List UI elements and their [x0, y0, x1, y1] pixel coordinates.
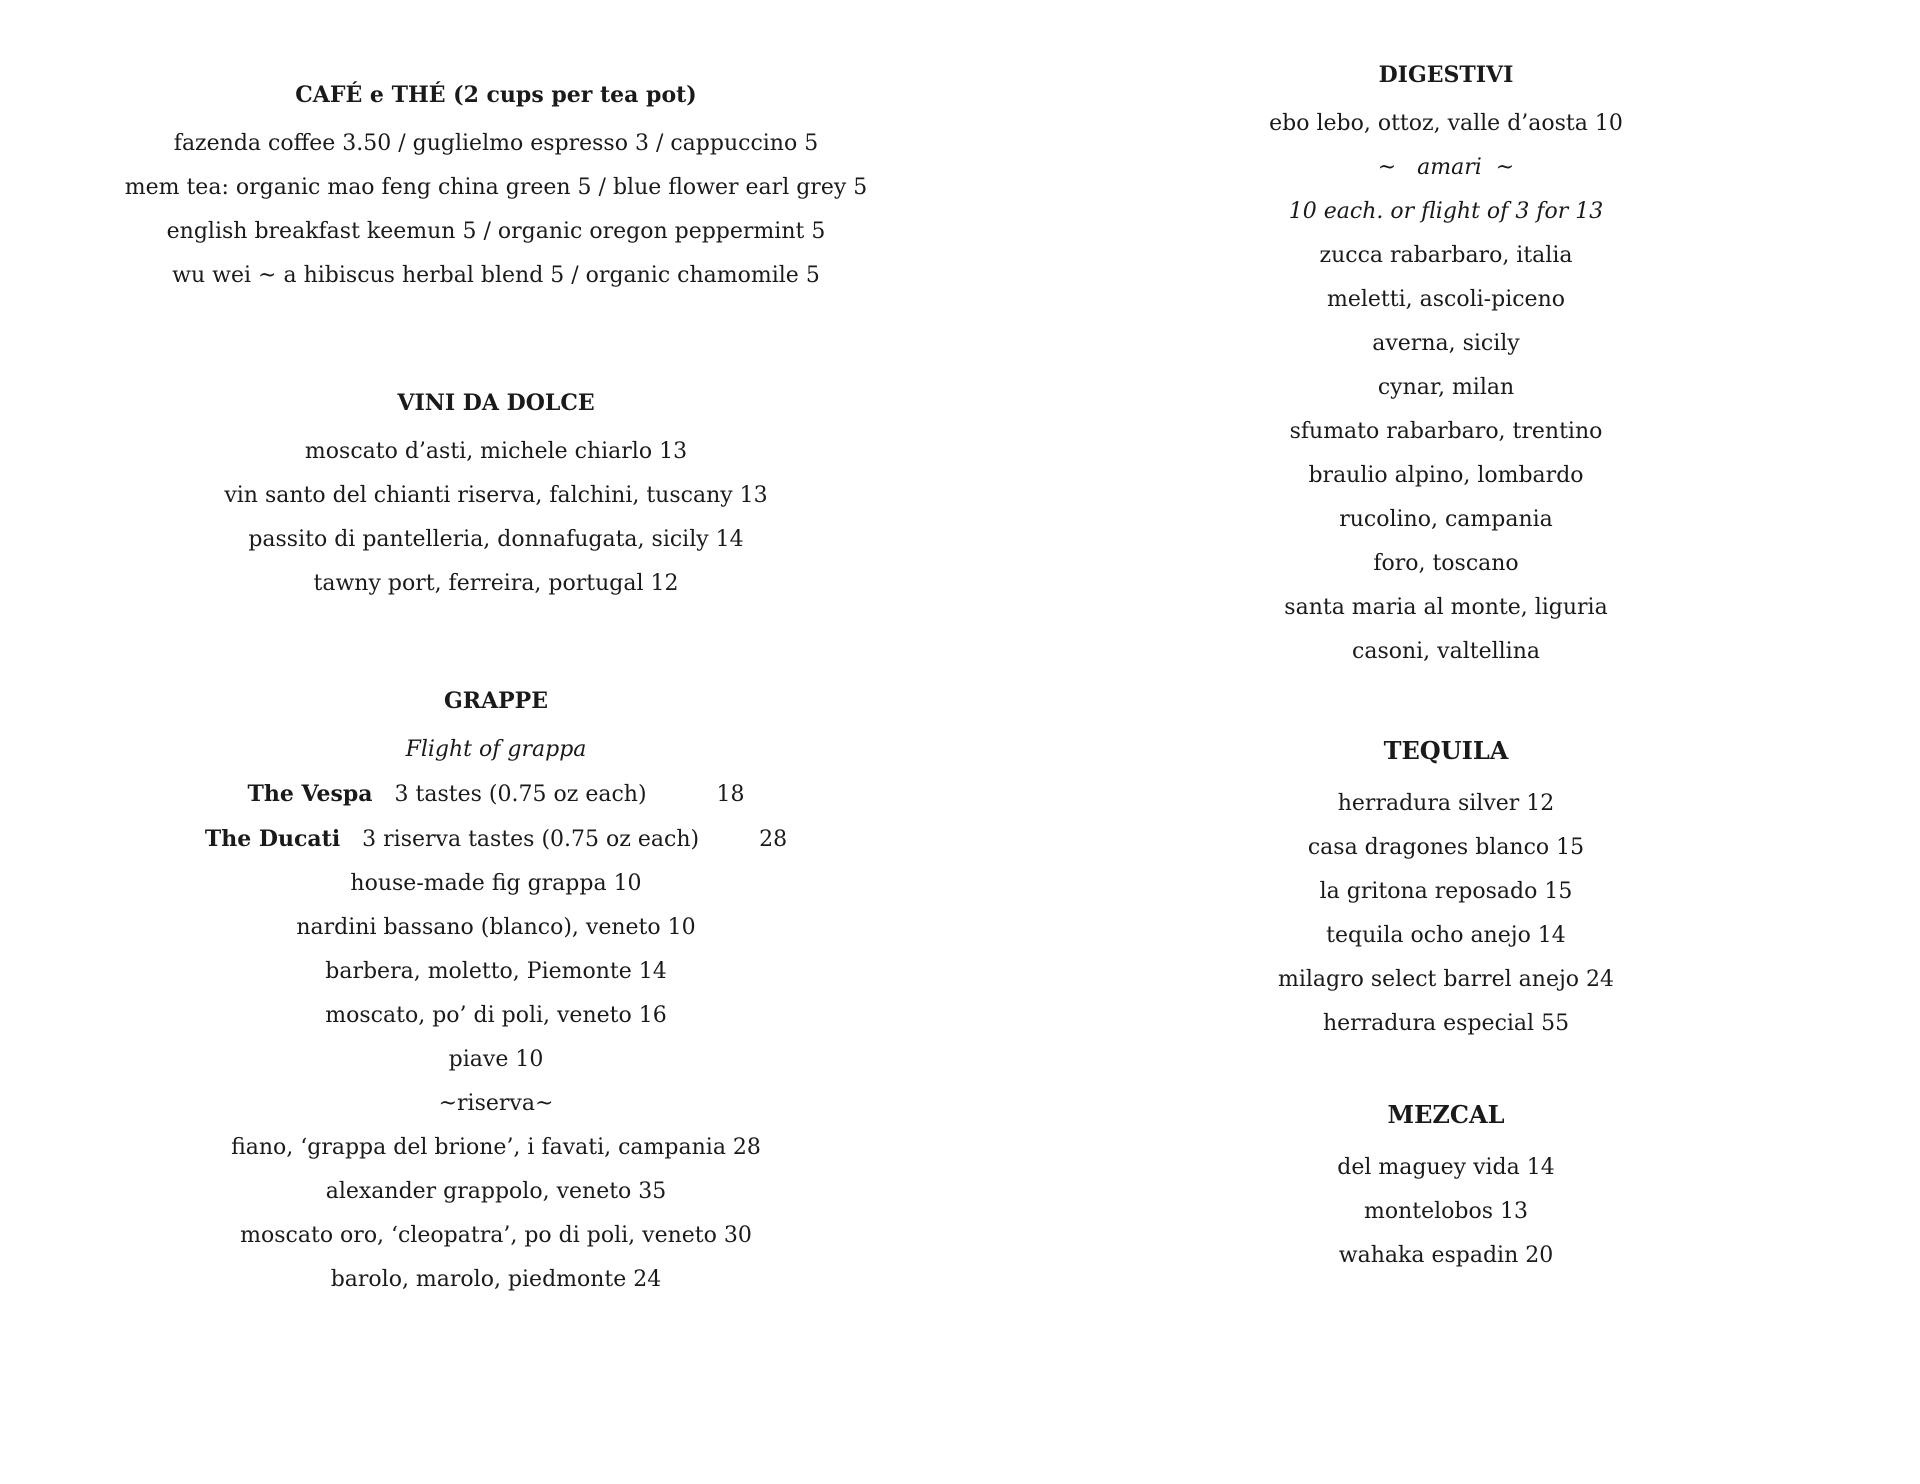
flight-desc: 3 riserva tastes (0.75 oz each)	[362, 827, 700, 852]
flight-row-ducati	[96, 817, 896, 862]
grappe-line: nardini bassano (blanco), veneto 10	[296, 915, 696, 940]
cafe-heading: CAFÉ e THÉ (2 cups per tea pot)	[295, 82, 697, 108]
amari-label: ~ amari ~	[1377, 155, 1515, 180]
vini-heading: VINI DA DOLCE	[397, 390, 595, 416]
vini-section	[96, 386, 896, 606]
tequila-section	[1236, 734, 1656, 1046]
grappe-line: barbera, moletto, Piemonte 14	[325, 959, 667, 984]
grappe-subtitle: Flight of grappa	[405, 737, 587, 762]
digestivi-line: meletti, ascoli-piceno	[1327, 287, 1565, 312]
grappe-line: alexander grappolo, veneto 35	[325, 1179, 667, 1204]
right-column	[1236, 58, 1656, 1278]
grappe-line: fiano, ‘grappa del brione’, i favati, campania 28	[231, 1135, 761, 1160]
tequila-line: tequila ocho anejo 14	[1326, 923, 1566, 948]
vini-line: vin santo del chianti riserva, falchini, tuscany 13	[224, 483, 768, 508]
tequila-line: milagro select barrel anejo 24	[1277, 967, 1615, 992]
flight-name: The Vespa	[247, 781, 373, 807]
flight-row-vespa	[96, 772, 896, 817]
grappe-line: moscato oro, ‘cleopatra’, po di poli, veneto 30	[240, 1223, 752, 1248]
mezcal-line: del maguey vida 14	[1337, 1155, 1555, 1180]
amari-note: 10 each. or flight of 3 for 13	[1288, 199, 1604, 224]
digestivi-line: cynar, milan	[1377, 375, 1515, 400]
tequila-heading: TEQUILA	[1383, 736, 1509, 765]
digestivi-line: rucolino, campania	[1339, 507, 1553, 532]
cafe-line: english breakfast keemun 5 / organic oregon peppermint 5	[166, 219, 826, 244]
tequila-line: herradura especial 55	[1322, 1011, 1570, 1036]
flight-name: The Ducati	[204, 826, 341, 852]
mezcal-heading: MEZCAL	[1387, 1100, 1505, 1129]
cafe-line: fazenda coffee 3.50 / guglielmo espresso 3 / cappuccino 5	[173, 131, 819, 156]
vini-line: passito di pantelleria, donnafugata, sicily 14	[248, 527, 744, 552]
grappe-line: piave 10	[448, 1047, 544, 1072]
digestivi-line: braulio alpino, lombardo	[1308, 463, 1584, 488]
digestivi-line: ebo lebo, ottoz, valle d’aosta 10	[1269, 111, 1623, 136]
mezcal-line: wahaka espadin 20	[1338, 1243, 1554, 1268]
flight-desc: 3 tastes (0.75 oz each)	[394, 782, 647, 807]
grappe-heading: GRAPPE	[444, 688, 548, 714]
cafe-line: mem tea: organic mao feng china green 5 / blue flower earl grey 5	[124, 175, 868, 200]
digestivi-line: foro, toscano	[1373, 551, 1519, 576]
flight-price: 18	[716, 782, 745, 807]
spacer	[1236, 1046, 1656, 1098]
digestivi-line: casoni, valtellina	[1352, 639, 1540, 664]
digestivi-line: sfumato rabarbaro, trentino	[1289, 419, 1603, 444]
tequila-line: herradura silver 12	[1337, 791, 1555, 816]
grappe-section	[96, 684, 896, 1302]
grappe-line: house-made fig grappa 10	[350, 871, 642, 896]
spacer	[96, 606, 896, 684]
tequila-line: la gritona reposado 15	[1319, 879, 1573, 904]
spacer	[1236, 674, 1656, 734]
digestivi-section	[1236, 58, 1656, 674]
left-column	[96, 78, 896, 1302]
grappe-riserva-divider: ~riserva~	[438, 1091, 554, 1116]
grappe-line: moscato, po’ di poli, veneto 16	[325, 1003, 667, 1028]
digestivi-heading: DIGESTIVI	[1378, 62, 1514, 88]
spacer	[96, 298, 896, 386]
mezcal-section	[1236, 1098, 1656, 1278]
cafe-section	[96, 78, 896, 298]
tequila-line: casa dragones blanco 15	[1307, 835, 1585, 860]
grappe-line: barolo, marolo, piedmonte 24	[330, 1267, 662, 1292]
digestivi-line: averna, sicily	[1372, 331, 1520, 356]
flight-price: 28	[759, 827, 788, 852]
mezcal-line: montelobos 13	[1363, 1199, 1529, 1224]
digestivi-line: zucca rabarbaro, italia	[1319, 243, 1573, 268]
cafe-line: wu wei ~ a hibiscus herbal blend 5 / organic chamomile 5	[172, 263, 820, 288]
digestivi-line: santa maria al monte, liguria	[1284, 595, 1608, 620]
vini-line: tawny port, ferreira, portugal 12	[313, 571, 679, 596]
vini-line: moscato d’asti, michele chiarlo 13	[304, 439, 688, 464]
